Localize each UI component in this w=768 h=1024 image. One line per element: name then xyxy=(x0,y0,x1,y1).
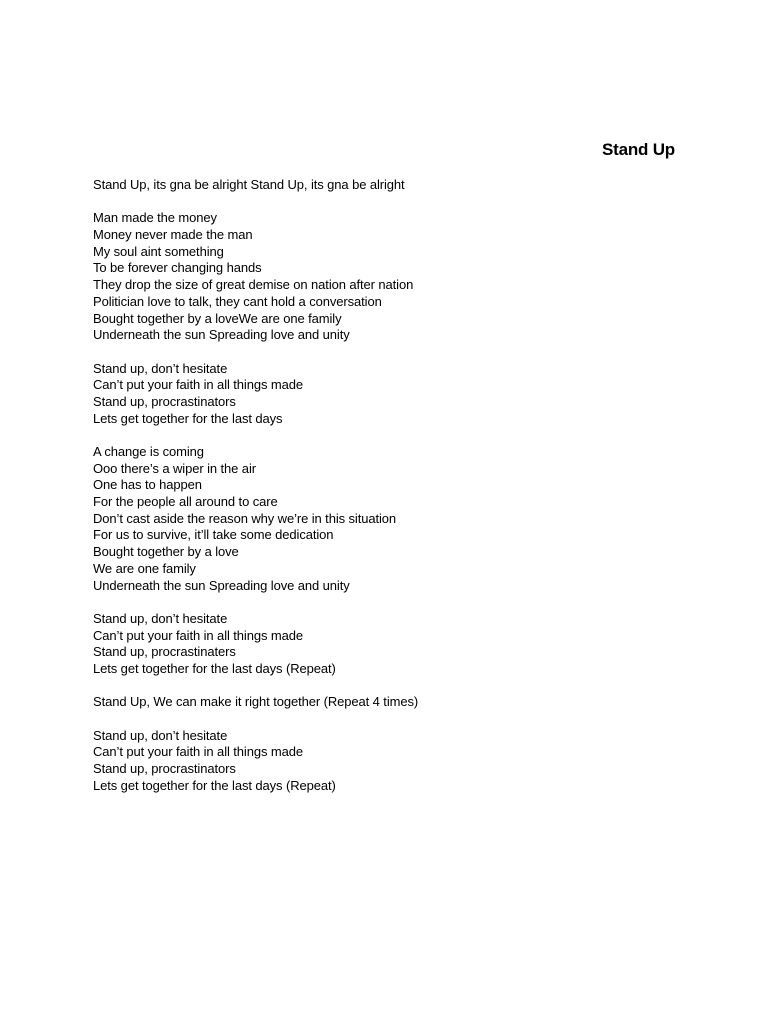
lyric-line: For the people all around to care xyxy=(93,494,278,510)
lyrics-stanza xyxy=(93,611,693,678)
lyric-line: Politician love to talk, they cant hold a conversation xyxy=(93,293,382,309)
lyrics-body xyxy=(93,177,693,811)
lyric-line: Bought together by a love xyxy=(93,544,239,560)
lyric-line: Stand Up, its gna be alright Stand Up, its gna be alright xyxy=(93,177,405,192)
lyric-line: We are one family xyxy=(93,560,196,576)
lyric-line: Stand up, don’t hesitate xyxy=(93,727,228,743)
lyric-line: Stand Up, We can make it right together (Repeat 4 times) xyxy=(93,694,419,710)
lyric-line: Stand up, don’t hesitate xyxy=(93,360,228,376)
lyrics-stanza xyxy=(93,694,693,711)
lyric-line: Stand up, procrastinators xyxy=(93,761,236,777)
lyric-line: Man made the money xyxy=(93,210,217,226)
lyric-line: Can’t put your faith in all things made xyxy=(93,744,303,760)
lyric-line: Don’t cast aside the reason why we’re in this situation xyxy=(93,510,397,526)
lyric-line: One has to happen xyxy=(93,477,202,493)
lyric-line: Money never made the man xyxy=(93,227,253,243)
lyric-line: Lets get together for the last days (Repeat) xyxy=(93,660,336,676)
lyric-line: My soul aint something xyxy=(93,243,224,259)
lyric-line: Lets get together for the last days (Repeat) xyxy=(93,777,336,793)
lyric-line: They drop the size of great demise on nation after nation xyxy=(93,277,414,293)
lyric-line: Ooo there’s a wiper in the air xyxy=(93,460,256,476)
lyric-line: To be forever changing hands xyxy=(93,260,262,276)
lyric-line: Stand up, procrastinaters xyxy=(93,644,236,660)
lyrics-stanza xyxy=(93,444,693,594)
lyrics-stanza xyxy=(93,177,693,194)
lyric-line: Stand up, don’t hesitate xyxy=(93,610,228,626)
lyric-line: A change is coming xyxy=(93,444,204,459)
song-title: Stand Up xyxy=(601,140,675,159)
lyrics-stanza xyxy=(93,728,693,795)
lyrics-stanza xyxy=(93,210,693,344)
lyrics-stanza xyxy=(93,361,693,428)
lyric-line: For us to survive, it’ll take some dedication xyxy=(93,527,334,543)
lyric-line: Can’t put your faith in all things made xyxy=(93,627,303,643)
lyric-line: Can’t put your faith in all things made xyxy=(93,377,303,393)
lyric-line: Stand up, procrastinators xyxy=(93,393,236,409)
lyric-line: Underneath the sun Spreading love and unity xyxy=(93,327,350,343)
lyric-line: Lets get together for the last days xyxy=(93,410,283,426)
lyric-line: Bought together by a loveWe are one family xyxy=(93,310,342,326)
lyric-line: Underneath the sun Spreading love and unity xyxy=(93,577,350,593)
